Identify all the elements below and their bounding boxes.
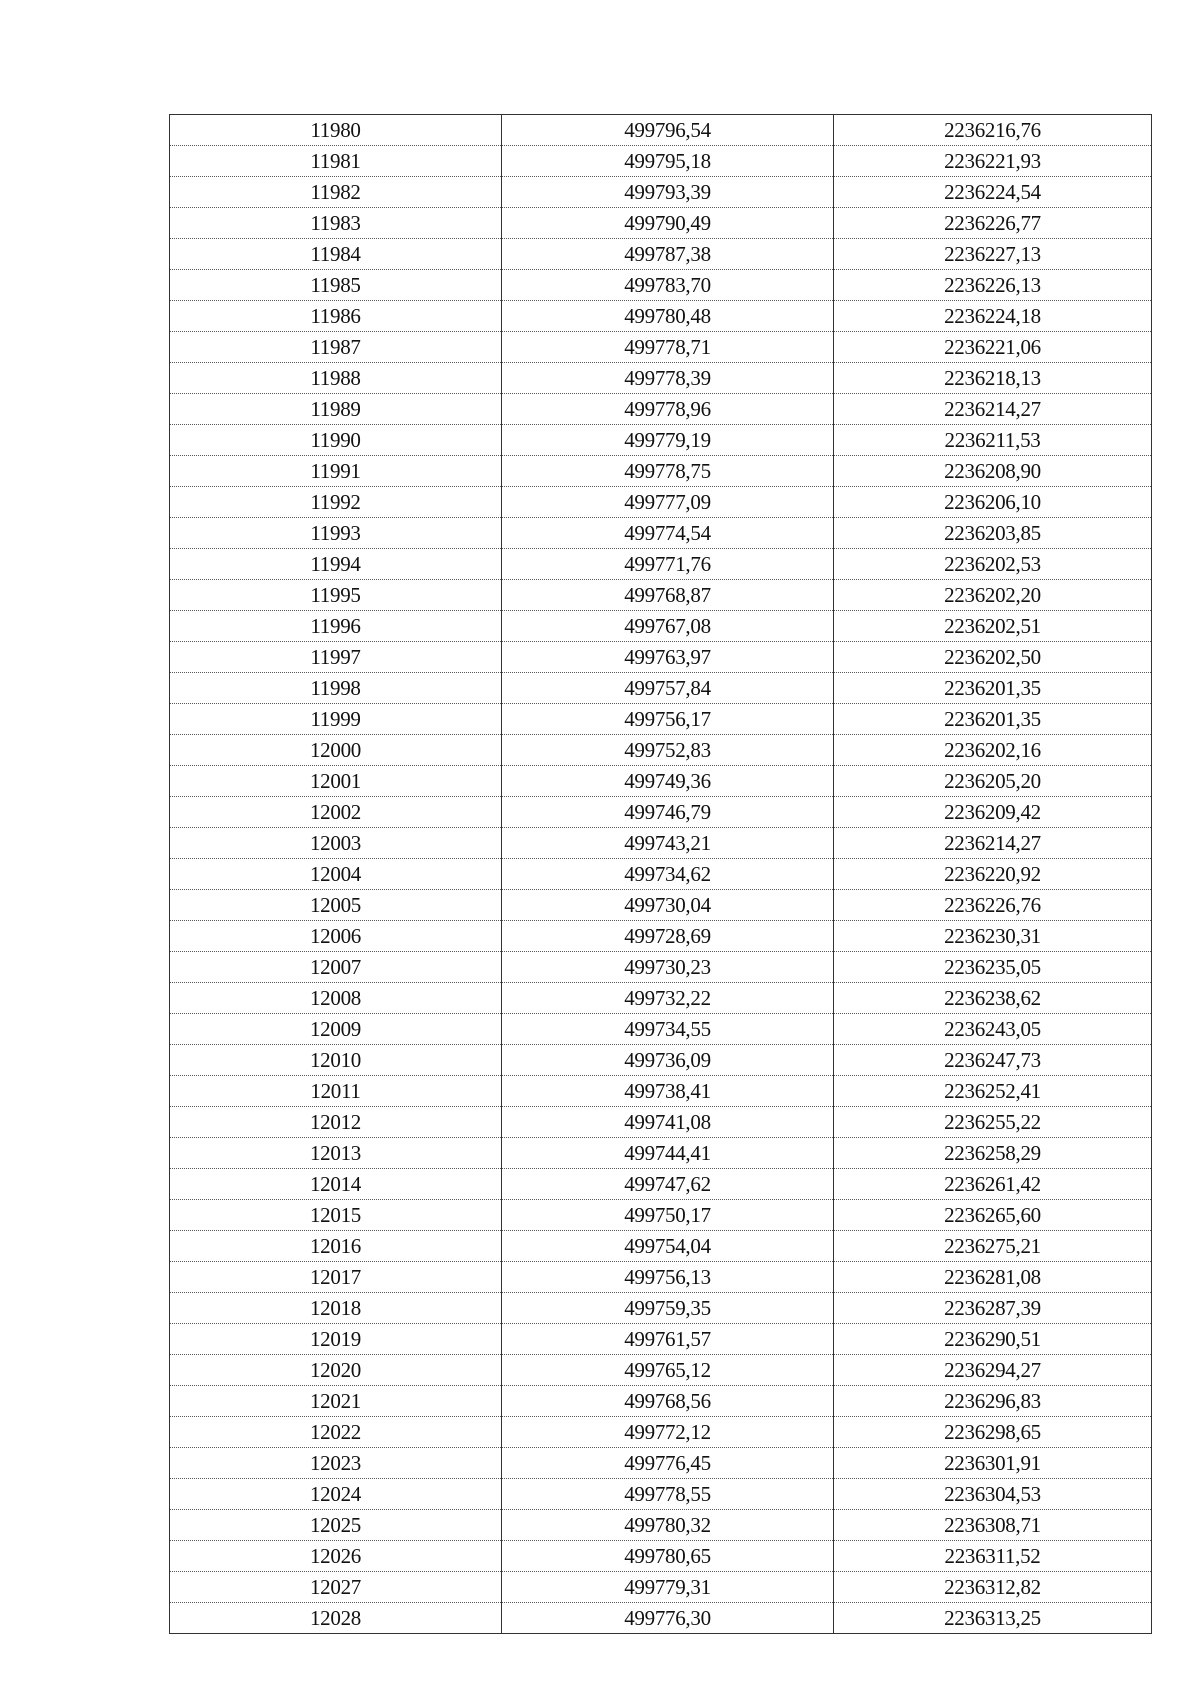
point-number-cell: 12000	[170, 735, 502, 766]
point-number-cell: 12022	[170, 1417, 502, 1448]
table-row	[170, 766, 1152, 797]
point-number-cell: 11995	[170, 580, 502, 611]
point-number-cell: 12002	[170, 797, 502, 828]
x-coordinate-cell: 499754,04	[502, 1231, 834, 1262]
y-coordinate-cell: 2236230,31	[834, 921, 1152, 952]
point-number-cell: 11989	[170, 394, 502, 425]
table-row	[170, 1138, 1152, 1169]
point-number-cell: 11994	[170, 549, 502, 580]
point-number-cell: 11990	[170, 425, 502, 456]
y-coordinate-cell: 2236294,27	[834, 1355, 1152, 1386]
point-number-cell: 11992	[170, 487, 502, 518]
point-number-cell: 12028	[170, 1603, 502, 1634]
y-coordinate-cell: 2236226,13	[834, 270, 1152, 301]
y-coordinate-cell: 2236226,77	[834, 208, 1152, 239]
y-coordinate-cell: 2236301,91	[834, 1448, 1152, 1479]
y-coordinate-cell: 2236201,35	[834, 673, 1152, 704]
x-coordinate-cell: 499749,36	[502, 766, 834, 797]
point-number-cell: 11980	[170, 115, 502, 146]
y-coordinate-cell: 2236208,90	[834, 456, 1152, 487]
point-number-cell: 12014	[170, 1169, 502, 1200]
x-coordinate-cell: 499734,62	[502, 859, 834, 890]
point-number-cell: 12020	[170, 1355, 502, 1386]
x-coordinate-cell: 499771,76	[502, 549, 834, 580]
y-coordinate-cell: 2236298,65	[834, 1417, 1152, 1448]
x-coordinate-cell: 499734,55	[502, 1014, 834, 1045]
x-coordinate-cell: 499795,18	[502, 146, 834, 177]
y-coordinate-cell: 2236313,25	[834, 1603, 1152, 1634]
x-coordinate-cell: 499778,96	[502, 394, 834, 425]
x-coordinate-cell: 499752,83	[502, 735, 834, 766]
table-row	[170, 1107, 1152, 1138]
y-coordinate-cell: 2236216,76	[834, 115, 1152, 146]
x-coordinate-cell: 499730,23	[502, 952, 834, 983]
table-row	[170, 146, 1152, 177]
table-row	[170, 921, 1152, 952]
y-coordinate-cell: 2236206,10	[834, 487, 1152, 518]
x-coordinate-cell: 499741,08	[502, 1107, 834, 1138]
x-coordinate-cell: 499778,75	[502, 456, 834, 487]
y-coordinate-cell: 2236211,53	[834, 425, 1152, 456]
y-coordinate-cell: 2236227,13	[834, 239, 1152, 270]
point-number-cell: 12016	[170, 1231, 502, 1262]
y-coordinate-cell: 2236252,41	[834, 1076, 1152, 1107]
table-row	[170, 1510, 1152, 1541]
point-number-cell: 11986	[170, 301, 502, 332]
table-row	[170, 580, 1152, 611]
y-coordinate-cell: 2236296,83	[834, 1386, 1152, 1417]
table-row	[170, 301, 1152, 332]
table-row	[170, 1541, 1152, 1572]
y-coordinate-cell: 2236221,93	[834, 146, 1152, 177]
y-coordinate-cell: 2236308,71	[834, 1510, 1152, 1541]
point-number-cell: 12012	[170, 1107, 502, 1138]
table-row	[170, 828, 1152, 859]
x-coordinate-cell: 499778,71	[502, 332, 834, 363]
table-row	[170, 456, 1152, 487]
table-row	[170, 1169, 1152, 1200]
x-coordinate-cell: 499746,79	[502, 797, 834, 828]
y-coordinate-cell: 2236265,60	[834, 1200, 1152, 1231]
point-number-cell: 12025	[170, 1510, 502, 1541]
point-number-cell: 11998	[170, 673, 502, 704]
y-coordinate-cell: 2236220,92	[834, 859, 1152, 890]
table-row	[170, 1448, 1152, 1479]
y-coordinate-cell: 2236202,20	[834, 580, 1152, 611]
x-coordinate-cell: 499765,12	[502, 1355, 834, 1386]
table-row	[170, 859, 1152, 890]
x-coordinate-cell: 499779,19	[502, 425, 834, 456]
table-row	[170, 332, 1152, 363]
y-coordinate-cell: 2236312,82	[834, 1572, 1152, 1603]
x-coordinate-cell: 499783,70	[502, 270, 834, 301]
x-coordinate-cell: 499780,65	[502, 1541, 834, 1572]
point-number-cell: 12004	[170, 859, 502, 890]
x-coordinate-cell: 499732,22	[502, 983, 834, 1014]
table-row	[170, 1293, 1152, 1324]
table-row	[170, 115, 1152, 146]
table-row	[170, 1231, 1152, 1262]
y-coordinate-cell: 2236281,08	[834, 1262, 1152, 1293]
point-number-cell: 12021	[170, 1386, 502, 1417]
y-coordinate-cell: 2236203,85	[834, 518, 1152, 549]
point-number-cell: 11993	[170, 518, 502, 549]
point-number-cell: 12027	[170, 1572, 502, 1603]
x-coordinate-cell: 499750,17	[502, 1200, 834, 1231]
y-coordinate-cell: 2236238,62	[834, 983, 1152, 1014]
y-coordinate-cell: 2236311,52	[834, 1541, 1152, 1572]
x-coordinate-cell: 499780,48	[502, 301, 834, 332]
x-coordinate-cell: 499768,87	[502, 580, 834, 611]
point-number-cell: 11985	[170, 270, 502, 301]
point-number-cell: 12008	[170, 983, 502, 1014]
table-row	[170, 1355, 1152, 1386]
x-coordinate-cell: 499756,13	[502, 1262, 834, 1293]
y-coordinate-cell: 2236218,13	[834, 363, 1152, 394]
table-row	[170, 1417, 1152, 1448]
x-coordinate-cell: 499778,39	[502, 363, 834, 394]
coordinates-table-body	[170, 115, 1152, 1634]
y-coordinate-cell: 2236214,27	[834, 828, 1152, 859]
table-row	[170, 1014, 1152, 1045]
y-coordinate-cell: 2236202,51	[834, 611, 1152, 642]
y-coordinate-cell: 2236202,16	[834, 735, 1152, 766]
y-coordinate-cell: 2236304,53	[834, 1479, 1152, 1510]
y-coordinate-cell: 2236209,42	[834, 797, 1152, 828]
y-coordinate-cell: 2236214,27	[834, 394, 1152, 425]
point-number-cell: 12003	[170, 828, 502, 859]
table-row	[170, 642, 1152, 673]
y-coordinate-cell: 2236247,73	[834, 1045, 1152, 1076]
table-row	[170, 1479, 1152, 1510]
point-number-cell: 12018	[170, 1293, 502, 1324]
table-row	[170, 1076, 1152, 1107]
point-number-cell: 12001	[170, 766, 502, 797]
point-number-cell: 12010	[170, 1045, 502, 1076]
point-number-cell: 11996	[170, 611, 502, 642]
point-number-cell: 11997	[170, 642, 502, 673]
y-coordinate-cell: 2236201,35	[834, 704, 1152, 735]
y-coordinate-cell: 2236202,50	[834, 642, 1152, 673]
y-coordinate-cell: 2236290,51	[834, 1324, 1152, 1355]
point-number-cell: 12024	[170, 1479, 502, 1510]
table-row	[170, 394, 1152, 425]
point-number-cell: 12013	[170, 1138, 502, 1169]
table-row	[170, 549, 1152, 580]
y-coordinate-cell: 2236261,42	[834, 1169, 1152, 1200]
y-coordinate-cell: 2236258,29	[834, 1138, 1152, 1169]
table-row	[170, 704, 1152, 735]
y-coordinate-cell: 2236202,53	[834, 549, 1152, 580]
x-coordinate-cell: 499728,69	[502, 921, 834, 952]
y-coordinate-cell: 2236224,18	[834, 301, 1152, 332]
point-number-cell: 12019	[170, 1324, 502, 1355]
y-coordinate-cell: 2236235,05	[834, 952, 1152, 983]
point-number-cell: 12005	[170, 890, 502, 921]
table-row	[170, 673, 1152, 704]
point-number-cell: 12026	[170, 1541, 502, 1572]
x-coordinate-cell: 499776,45	[502, 1448, 834, 1479]
x-coordinate-cell: 499774,54	[502, 518, 834, 549]
table-row	[170, 425, 1152, 456]
table-row	[170, 1324, 1152, 1355]
point-number-cell: 12009	[170, 1014, 502, 1045]
table-row	[170, 1262, 1152, 1293]
table-row	[170, 1045, 1152, 1076]
y-coordinate-cell: 2236226,76	[834, 890, 1152, 921]
table-row	[170, 735, 1152, 766]
table-row	[170, 270, 1152, 301]
point-number-cell: 12017	[170, 1262, 502, 1293]
table-row	[170, 952, 1152, 983]
point-number-cell: 11982	[170, 177, 502, 208]
x-coordinate-cell: 499736,09	[502, 1045, 834, 1076]
y-coordinate-cell: 2236224,54	[834, 177, 1152, 208]
x-coordinate-cell: 499767,08	[502, 611, 834, 642]
table-row	[170, 983, 1152, 1014]
table-row	[170, 797, 1152, 828]
coordinates-table	[169, 114, 1152, 1634]
x-coordinate-cell: 499761,57	[502, 1324, 834, 1355]
x-coordinate-cell: 499779,31	[502, 1572, 834, 1603]
x-coordinate-cell: 499790,49	[502, 208, 834, 239]
x-coordinate-cell: 499796,54	[502, 115, 834, 146]
x-coordinate-cell: 499778,55	[502, 1479, 834, 1510]
table-row	[170, 890, 1152, 921]
x-coordinate-cell: 499763,97	[502, 642, 834, 673]
point-number-cell: 12011	[170, 1076, 502, 1107]
x-coordinate-cell: 499768,56	[502, 1386, 834, 1417]
table-row	[170, 363, 1152, 394]
x-coordinate-cell: 499757,84	[502, 673, 834, 704]
table-row	[170, 1603, 1152, 1634]
point-number-cell: 11981	[170, 146, 502, 177]
x-coordinate-cell: 499787,38	[502, 239, 834, 270]
x-coordinate-cell: 499747,62	[502, 1169, 834, 1200]
point-number-cell: 11984	[170, 239, 502, 270]
point-number-cell: 12007	[170, 952, 502, 983]
point-number-cell: 11988	[170, 363, 502, 394]
table-row	[170, 239, 1152, 270]
x-coordinate-cell: 499756,17	[502, 704, 834, 735]
table-row	[170, 518, 1152, 549]
x-coordinate-cell: 499744,41	[502, 1138, 834, 1169]
point-number-cell: 11987	[170, 332, 502, 363]
x-coordinate-cell: 499793,39	[502, 177, 834, 208]
table-row	[170, 177, 1152, 208]
y-coordinate-cell: 2236255,22	[834, 1107, 1152, 1138]
point-number-cell: 12015	[170, 1200, 502, 1231]
y-coordinate-cell: 2236221,06	[834, 332, 1152, 363]
x-coordinate-cell: 499776,30	[502, 1603, 834, 1634]
x-coordinate-cell: 499738,41	[502, 1076, 834, 1107]
x-coordinate-cell: 499772,12	[502, 1417, 834, 1448]
x-coordinate-cell: 499777,09	[502, 487, 834, 518]
table-row	[170, 487, 1152, 518]
point-number-cell: 11991	[170, 456, 502, 487]
table-row	[170, 1200, 1152, 1231]
x-coordinate-cell: 499730,04	[502, 890, 834, 921]
x-coordinate-cell: 499759,35	[502, 1293, 834, 1324]
x-coordinate-cell: 499780,32	[502, 1510, 834, 1541]
table-row	[170, 208, 1152, 239]
table-row	[170, 1572, 1152, 1603]
x-coordinate-cell: 499743,21	[502, 828, 834, 859]
y-coordinate-cell: 2236287,39	[834, 1293, 1152, 1324]
point-number-cell: 12006	[170, 921, 502, 952]
point-number-cell: 11983	[170, 208, 502, 239]
point-number-cell: 11999	[170, 704, 502, 735]
table-row	[170, 611, 1152, 642]
point-number-cell: 12023	[170, 1448, 502, 1479]
y-coordinate-cell: 2236205,20	[834, 766, 1152, 797]
y-coordinate-cell: 2236243,05	[834, 1014, 1152, 1045]
y-coordinate-cell: 2236275,21	[834, 1231, 1152, 1262]
table-row	[170, 1386, 1152, 1417]
